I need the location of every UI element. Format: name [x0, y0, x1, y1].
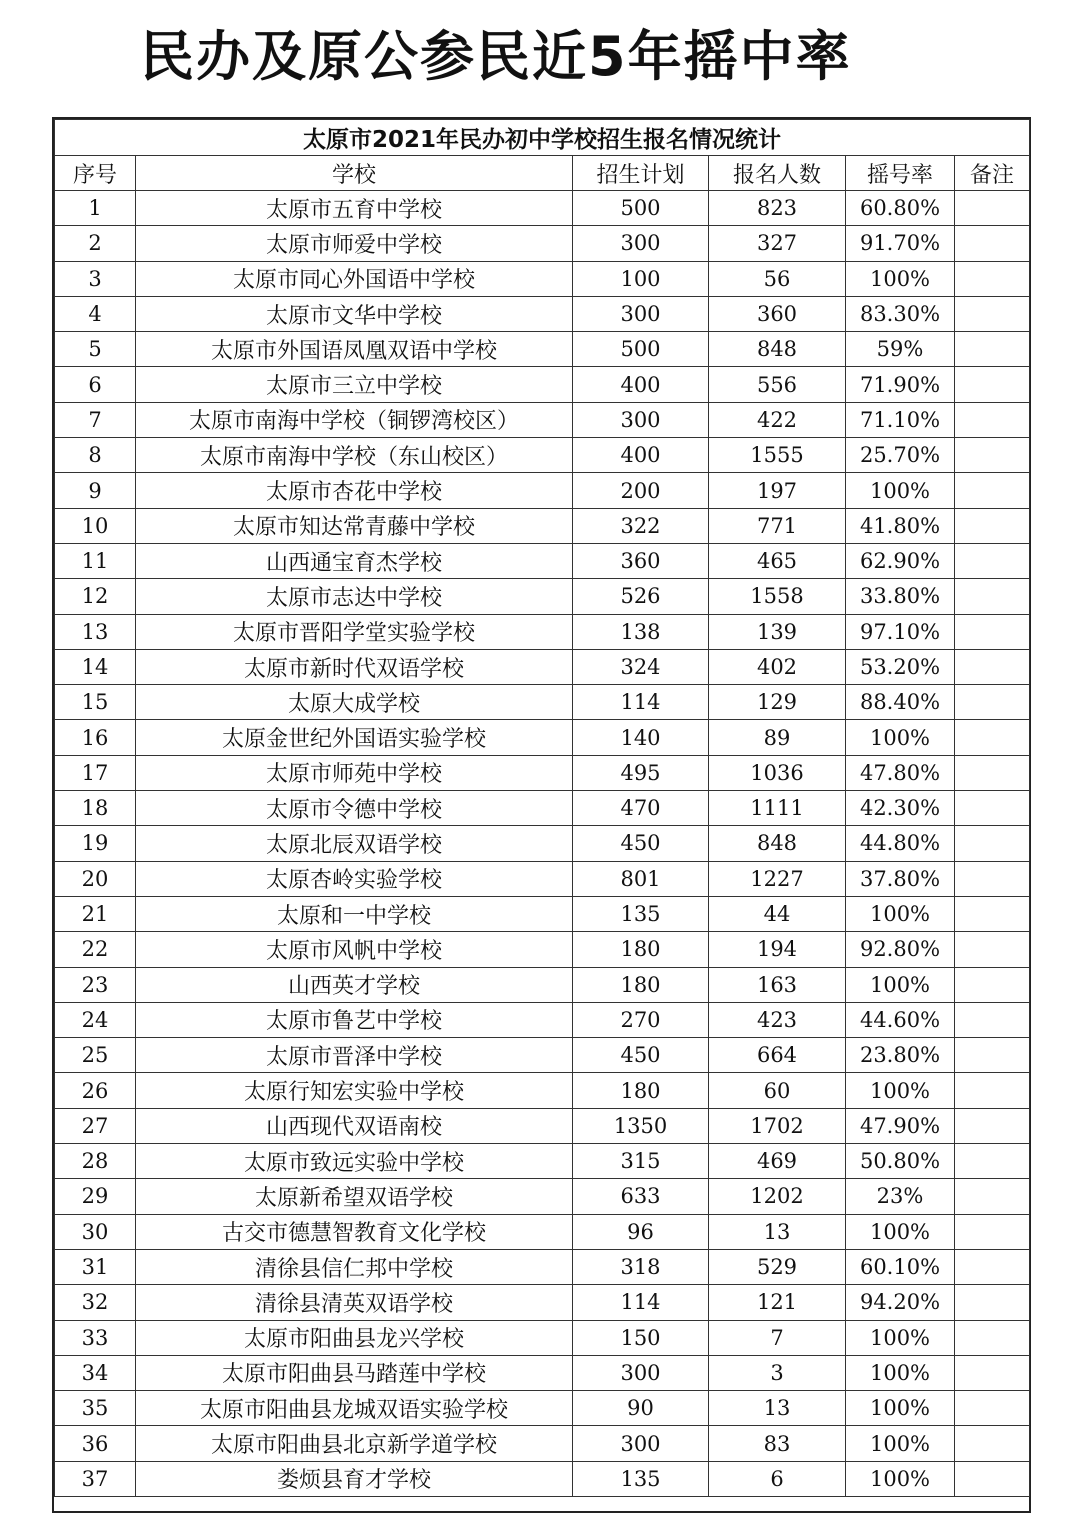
cell-plan: 495 — [573, 755, 709, 790]
cell-plan: 135 — [573, 1461, 709, 1496]
cell-rate: 83.30% — [846, 296, 955, 331]
cell-school: 古交市德慧智教育文化学校 — [136, 1214, 573, 1249]
cell-applicants: 13 — [709, 1391, 846, 1426]
cell-rate: 23% — [846, 1179, 955, 1214]
cell-school: 太原金世纪外国语实验学校 — [136, 720, 573, 755]
cell-plan: 180 — [573, 967, 709, 1002]
cell-applicants: 402 — [709, 649, 846, 684]
cell-note — [955, 1073, 1030, 1108]
table-row — [55, 967, 1030, 1002]
cell-school: 太原市师爱中学校 — [136, 226, 573, 261]
table-body — [55, 191, 1030, 1497]
table-row — [55, 1285, 1030, 1320]
cell-note — [955, 438, 1030, 473]
cell-school: 太原市志达中学校 — [136, 579, 573, 614]
cell-applicants: 1111 — [709, 791, 846, 826]
cell-plan: 138 — [573, 614, 709, 649]
cell-seq: 24 — [55, 1002, 136, 1037]
cell-applicants: 664 — [709, 1038, 846, 1073]
cell-plan: 100 — [573, 261, 709, 296]
cell-plan: 180 — [573, 1073, 709, 1108]
cell-plan: 270 — [573, 1002, 709, 1037]
cell-school: 太原市阳曲县北京新学道学校 — [136, 1426, 573, 1461]
cell-seq: 32 — [55, 1285, 136, 1320]
table-row — [55, 826, 1030, 861]
cell-school: 太原市三立中学校 — [136, 367, 573, 402]
cell-note — [955, 1426, 1030, 1461]
table-row — [55, 1144, 1030, 1179]
table-row — [55, 261, 1030, 296]
cell-school: 太原市令德中学校 — [136, 791, 573, 826]
cell-note — [955, 1285, 1030, 1320]
cell-note — [955, 861, 1030, 896]
cell-seq: 8 — [55, 438, 136, 473]
cell-applicants: 1555 — [709, 438, 846, 473]
cell-applicants: 121 — [709, 1285, 846, 1320]
cell-school: 太原市五育中学校 — [136, 191, 573, 226]
cell-seq: 12 — [55, 579, 136, 614]
cell-plan: 300 — [573, 226, 709, 261]
cell-plan: 400 — [573, 367, 709, 402]
table-row — [55, 191, 1030, 226]
cell-plan: 300 — [573, 1355, 709, 1390]
cell-school: 太原市阳曲县马踏莲中学校 — [136, 1355, 573, 1390]
cell-note — [955, 226, 1030, 261]
cell-note — [955, 1002, 1030, 1037]
table-row — [55, 402, 1030, 437]
table-row — [55, 438, 1030, 473]
cell-applicants: 848 — [709, 826, 846, 861]
cell-note — [955, 367, 1030, 402]
cell-school: 太原行知宏实验中学校 — [136, 1073, 573, 1108]
cell-plan: 135 — [573, 896, 709, 931]
cell-rate: 100% — [846, 1426, 955, 1461]
cell-applicants: 469 — [709, 1144, 846, 1179]
cell-seq: 29 — [55, 1179, 136, 1214]
cell-applicants: 197 — [709, 473, 846, 508]
cell-note — [955, 543, 1030, 578]
cell-rate: 60.80% — [846, 191, 955, 226]
cell-applicants: 6 — [709, 1461, 846, 1496]
table-row — [55, 1108, 1030, 1143]
table-row — [55, 1073, 1030, 1108]
cell-seq: 15 — [55, 685, 136, 720]
cell-school: 太原市鲁艺中学校 — [136, 1002, 573, 1037]
cell-plan: 300 — [573, 1426, 709, 1461]
table-row — [55, 791, 1030, 826]
cell-rate: 97.10% — [846, 614, 955, 649]
cell-school: 清徐县信仁邦中学校 — [136, 1249, 573, 1284]
cell-note — [955, 1249, 1030, 1284]
cell-school: 太原市知达常青藤中学校 — [136, 508, 573, 543]
cell-seq: 36 — [55, 1426, 136, 1461]
cell-seq: 11 — [55, 543, 136, 578]
cell-school: 太原市文华中学校 — [136, 296, 573, 331]
cell-school: 太原市晋泽中学校 — [136, 1038, 573, 1073]
header-applicants: 报名人数 — [709, 156, 846, 191]
cell-rate: 100% — [846, 720, 955, 755]
cell-note — [955, 1038, 1030, 1073]
table-row — [55, 508, 1030, 543]
cell-rate: 100% — [846, 1320, 955, 1355]
table-row — [55, 896, 1030, 931]
cell-plan: 200 — [573, 473, 709, 508]
enrollment-stats-table — [54, 119, 1030, 1497]
cell-plan: 801 — [573, 861, 709, 896]
cell-plan: 324 — [573, 649, 709, 684]
cell-seq: 37 — [55, 1461, 136, 1496]
cell-applicants: 556 — [709, 367, 846, 402]
table-row — [55, 614, 1030, 649]
table-row — [55, 1320, 1030, 1355]
cell-note — [955, 261, 1030, 296]
cell-note — [955, 402, 1030, 437]
cell-seq: 35 — [55, 1391, 136, 1426]
cell-applicants: 465 — [709, 543, 846, 578]
cell-applicants: 89 — [709, 720, 846, 755]
cell-rate: 44.80% — [846, 826, 955, 861]
cell-rate: 100% — [846, 1355, 955, 1390]
cell-school: 太原市新时代双语学校 — [136, 649, 573, 684]
cell-seq: 22 — [55, 932, 136, 967]
cell-seq: 34 — [55, 1355, 136, 1390]
cell-plan: 633 — [573, 1179, 709, 1214]
cell-note — [955, 191, 1030, 226]
cell-rate: 53.20% — [846, 649, 955, 684]
header-rate: 摇号率 — [846, 156, 955, 191]
cell-applicants: 823 — [709, 191, 846, 226]
cell-seq: 7 — [55, 402, 136, 437]
cell-applicants: 1702 — [709, 1108, 846, 1143]
cell-school: 清徐县清英双语学校 — [136, 1285, 573, 1320]
cell-plan: 318 — [573, 1249, 709, 1284]
cell-school: 太原市致远实验中学校 — [136, 1144, 573, 1179]
cell-seq: 6 — [55, 367, 136, 402]
cell-note — [955, 473, 1030, 508]
cell-note — [955, 508, 1030, 543]
cell-plan: 315 — [573, 1144, 709, 1179]
cell-applicants: 1558 — [709, 579, 846, 614]
table-row — [55, 755, 1030, 790]
cell-rate: 94.20% — [846, 1285, 955, 1320]
cell-school: 太原市南海中学校（东山校区） — [136, 438, 573, 473]
cell-seq: 19 — [55, 826, 136, 861]
table-row — [55, 579, 1030, 614]
cell-applicants: 1227 — [709, 861, 846, 896]
enrollment-table-frame — [52, 117, 1031, 1513]
cell-rate: 100% — [846, 967, 955, 1002]
cell-applicants: 771 — [709, 508, 846, 543]
cell-plan: 180 — [573, 932, 709, 967]
cell-plan: 96 — [573, 1214, 709, 1249]
cell-rate: 100% — [846, 473, 955, 508]
table-row — [55, 1179, 1030, 1214]
cell-applicants: 60 — [709, 1073, 846, 1108]
header-school: 学校 — [136, 156, 573, 191]
cell-seq: 30 — [55, 1214, 136, 1249]
table-row — [55, 473, 1030, 508]
cell-school: 太原市南海中学校（铜锣湾校区） — [136, 402, 573, 437]
cell-rate: 37.80% — [846, 861, 955, 896]
cell-school: 太原新希望双语学校 — [136, 1179, 573, 1214]
table-row — [55, 1002, 1030, 1037]
cell-rate: 41.80% — [846, 508, 955, 543]
cell-seq: 16 — [55, 720, 136, 755]
cell-note — [955, 826, 1030, 861]
table-row — [55, 367, 1030, 402]
cell-rate: 71.10% — [846, 402, 955, 437]
cell-applicants: 529 — [709, 1249, 846, 1284]
table-row — [55, 1249, 1030, 1284]
cell-plan: 140 — [573, 720, 709, 755]
cell-seq: 20 — [55, 861, 136, 896]
cell-school: 太原市外国语凤凰双语中学校 — [136, 332, 573, 367]
cell-seq: 18 — [55, 791, 136, 826]
cell-note — [955, 967, 1030, 1002]
cell-applicants: 129 — [709, 685, 846, 720]
cell-applicants: 139 — [709, 614, 846, 649]
cell-school: 太原市师苑中学校 — [136, 755, 573, 790]
cell-plan: 114 — [573, 685, 709, 720]
cell-seq: 13 — [55, 614, 136, 649]
table-row — [55, 649, 1030, 684]
cell-rate: 42.30% — [846, 791, 955, 826]
cell-note — [955, 685, 1030, 720]
cell-plan: 1350 — [573, 1108, 709, 1143]
cell-rate: 92.80% — [846, 932, 955, 967]
cell-rate: 50.80% — [846, 1144, 955, 1179]
cell-applicants: 848 — [709, 332, 846, 367]
cell-seq: 28 — [55, 1144, 136, 1179]
cell-seq: 25 — [55, 1038, 136, 1073]
cell-seq: 23 — [55, 967, 136, 1002]
cell-applicants: 327 — [709, 226, 846, 261]
cell-plan: 114 — [573, 1285, 709, 1320]
cell-note — [955, 1179, 1030, 1214]
cell-seq: 4 — [55, 296, 136, 331]
cell-rate: 47.90% — [846, 1108, 955, 1143]
cell-rate: 62.90% — [846, 543, 955, 578]
cell-school: 太原大成学校 — [136, 685, 573, 720]
cell-school: 太原市晋阳学堂实验学校 — [136, 614, 573, 649]
cell-note — [955, 1461, 1030, 1496]
cell-note — [955, 1144, 1030, 1179]
header-plan: 招生计划 — [573, 156, 709, 191]
cell-note — [955, 332, 1030, 367]
cell-school: 太原市同心外国语中学校 — [136, 261, 573, 296]
cell-rate: 71.90% — [846, 367, 955, 402]
cell-rate: 23.80% — [846, 1038, 955, 1073]
cell-seq: 1 — [55, 191, 136, 226]
cell-rate: 44.60% — [846, 1002, 955, 1037]
cell-seq: 14 — [55, 649, 136, 684]
cell-seq: 3 — [55, 261, 136, 296]
cell-rate: 91.70% — [846, 226, 955, 261]
cell-note — [955, 649, 1030, 684]
cell-school: 太原市风帆中学校 — [136, 932, 573, 967]
cell-applicants: 1036 — [709, 755, 846, 790]
cell-school: 太原北辰双语学校 — [136, 826, 573, 861]
cell-school: 太原杏岭实验学校 — [136, 861, 573, 896]
cell-seq: 21 — [55, 896, 136, 931]
cell-school: 太原市阳曲县龙城双语实验学校 — [136, 1391, 573, 1426]
table-row — [55, 296, 1030, 331]
cell-seq: 31 — [55, 1249, 136, 1284]
cell-applicants: 194 — [709, 932, 846, 967]
cell-seq: 2 — [55, 226, 136, 261]
table-row — [55, 1391, 1030, 1426]
cell-plan: 300 — [573, 402, 709, 437]
page-heading: 民办及原公参民近5年摇中率 — [140, 25, 852, 88]
cell-school: 娄烦县育才学校 — [136, 1461, 573, 1496]
cell-plan: 500 — [573, 191, 709, 226]
cell-rate: 100% — [846, 1391, 955, 1426]
cell-plan: 90 — [573, 1391, 709, 1426]
cell-seq: 26 — [55, 1073, 136, 1108]
cell-plan: 450 — [573, 1038, 709, 1073]
cell-applicants: 7 — [709, 1320, 846, 1355]
cell-school: 太原和一中学校 — [136, 896, 573, 931]
cell-note — [955, 720, 1030, 755]
cell-rate: 100% — [846, 261, 955, 296]
table-caption: 太原市2021年民办初中学校招生报名情况统计 — [55, 120, 1030, 156]
cell-plan: 400 — [573, 438, 709, 473]
cell-school: 山西通宝育杰学校 — [136, 543, 573, 578]
cell-rate: 47.80% — [846, 755, 955, 790]
cell-applicants: 83 — [709, 1426, 846, 1461]
cell-applicants: 163 — [709, 967, 846, 1002]
cell-note — [955, 579, 1030, 614]
cell-note — [955, 1391, 1030, 1426]
table-header-row — [55, 156, 1030, 191]
cell-seq: 17 — [55, 755, 136, 790]
cell-seq: 5 — [55, 332, 136, 367]
cell-plan: 470 — [573, 791, 709, 826]
cell-rate: 100% — [846, 896, 955, 931]
table-row — [55, 543, 1030, 578]
cell-plan: 150 — [573, 1320, 709, 1355]
cell-applicants: 360 — [709, 296, 846, 331]
cell-rate: 100% — [846, 1073, 955, 1108]
cell-rate: 60.10% — [846, 1249, 955, 1284]
cell-plan: 450 — [573, 826, 709, 861]
cell-plan: 526 — [573, 579, 709, 614]
cell-seq: 10 — [55, 508, 136, 543]
cell-note — [955, 755, 1030, 790]
cell-applicants: 3 — [709, 1355, 846, 1390]
cell-note — [955, 1214, 1030, 1249]
header-seq: 序号 — [55, 156, 136, 191]
cell-rate: 25.70% — [846, 438, 955, 473]
table-row — [55, 720, 1030, 755]
cell-rate: 59% — [846, 332, 955, 367]
cell-note — [955, 1108, 1030, 1143]
table-row — [55, 685, 1030, 720]
table-row — [55, 1426, 1030, 1461]
cell-school: 太原市杏花中学校 — [136, 473, 573, 508]
cell-note — [955, 932, 1030, 967]
cell-rate: 100% — [846, 1214, 955, 1249]
cell-plan: 360 — [573, 543, 709, 578]
cell-school: 山西现代双语南校 — [136, 1108, 573, 1143]
cell-note — [955, 296, 1030, 331]
table-row — [55, 1355, 1030, 1390]
cell-seq: 27 — [55, 1108, 136, 1143]
cell-note — [955, 791, 1030, 826]
table-row — [55, 226, 1030, 261]
cell-rate: 88.40% — [846, 685, 955, 720]
table-row — [55, 332, 1030, 367]
cell-note — [955, 1320, 1030, 1355]
cell-rate: 100% — [846, 1461, 955, 1496]
cell-school: 太原市阳曲县龙兴学校 — [136, 1320, 573, 1355]
cell-note — [955, 1355, 1030, 1390]
table-row — [55, 1038, 1030, 1073]
table-row — [55, 932, 1030, 967]
cell-plan: 300 — [573, 296, 709, 331]
cell-note — [955, 614, 1030, 649]
cell-rate: 33.80% — [846, 579, 955, 614]
cell-note — [955, 896, 1030, 931]
header-note: 备注 — [955, 156, 1030, 191]
cell-school: 山西英才学校 — [136, 967, 573, 1002]
cell-applicants: 44 — [709, 896, 846, 931]
cell-applicants: 423 — [709, 1002, 846, 1037]
table-row — [55, 1461, 1030, 1496]
cell-applicants: 56 — [709, 261, 846, 296]
cell-applicants: 422 — [709, 402, 846, 437]
cell-seq: 9 — [55, 473, 136, 508]
table-row — [55, 1214, 1030, 1249]
cell-seq: 33 — [55, 1320, 136, 1355]
table-row — [55, 861, 1030, 896]
cell-plan: 500 — [573, 332, 709, 367]
cell-applicants: 13 — [709, 1214, 846, 1249]
cell-applicants: 1202 — [709, 1179, 846, 1214]
table-caption-row — [55, 120, 1030, 156]
cell-plan: 322 — [573, 508, 709, 543]
